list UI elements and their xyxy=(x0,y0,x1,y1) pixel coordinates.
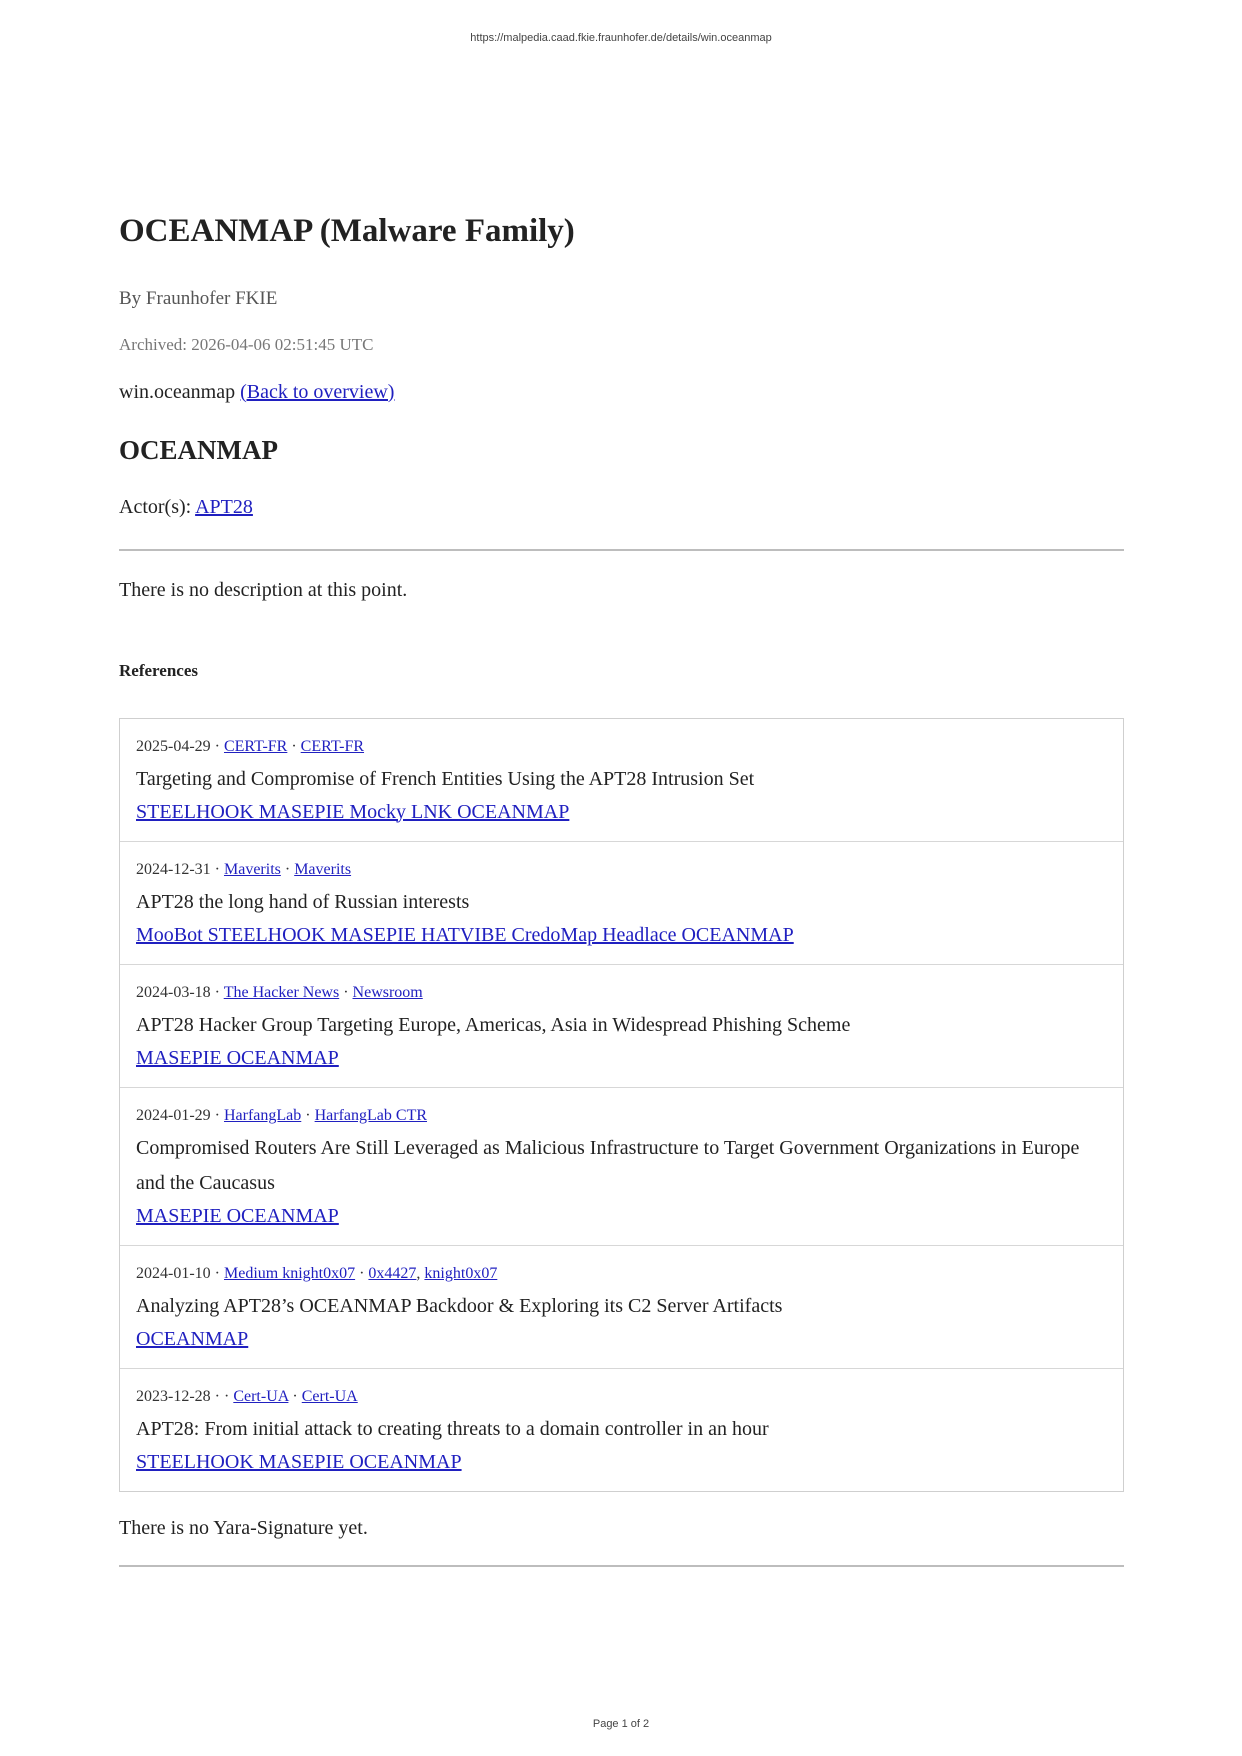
reference-meta xyxy=(136,1105,1107,1127)
reference-item xyxy=(120,1087,1123,1245)
reference-author-link[interactable]: knight0x07 xyxy=(424,1264,498,1282)
reference-source-link[interactable]: The Hacker News xyxy=(223,983,340,1001)
reference-date: 2024-01-10 · xyxy=(136,1264,220,1282)
byline: By Fraunhofer FKIE xyxy=(119,287,278,309)
reference-source-link[interactable]: Medium knight0x07 xyxy=(223,1264,356,1282)
separator: · xyxy=(359,1264,365,1282)
reference-author-link[interactable]: HarfangLab CTR xyxy=(314,1106,428,1124)
reference-date: 2024-12-31 · xyxy=(136,860,220,878)
family-id: win.oceanmap xyxy=(119,380,236,403)
author-separator: , xyxy=(416,1264,421,1282)
reference-meta xyxy=(136,982,1107,1004)
reference-title: APT28 Hacker Group Targeting Europe, Americas, Asia in Widespread Phishing Scheme xyxy=(136,1013,851,1036)
reference-title: APT28 the long hand of Russian interests xyxy=(136,890,470,913)
actors-line xyxy=(119,496,1124,519)
page-url-header: https://malpedia.caad.fkie.fraunhofer.de/details/win.oceanmap xyxy=(470,32,772,44)
actor-link[interactable]: APT28 xyxy=(195,495,253,518)
reference-meta xyxy=(136,736,1107,758)
page-title: OCEANMAP (Malware Family) xyxy=(119,213,575,249)
separator: · xyxy=(343,983,349,1001)
reference-item xyxy=(120,964,1123,1087)
family-id-line xyxy=(119,381,1124,404)
reference-date: 2023-12-28 · · xyxy=(136,1387,230,1405)
page-number: Page 1 of 2 xyxy=(592,1718,650,1730)
reference-item xyxy=(120,841,1123,964)
reference-families-link[interactable]: MASEPIE OCEANMAP xyxy=(136,1046,339,1069)
reference-source-link[interactable]: Maverits xyxy=(223,860,281,878)
reference-item xyxy=(120,719,1123,841)
reference-title: APT28: From initial attack to creating threats to a domain controller in an hour xyxy=(136,1417,769,1440)
divider xyxy=(119,1565,1124,1567)
description-text: There is no description at this point. xyxy=(119,578,408,601)
separator: · xyxy=(284,860,291,878)
reference-author-link[interactable]: 0x4427 xyxy=(368,1264,417,1282)
reference-date: 2024-01-29 · xyxy=(136,1106,220,1124)
reference-title: Analyzing APT28’s OCEANMAP Backdoor & Exploring its C2 Server Artifacts xyxy=(136,1294,783,1317)
reference-title: Compromised Routers Are Still Leveraged as Malicious Infrastructure to Target Government Organizations in Europe and the Caucasus xyxy=(136,1136,1080,1194)
reference-meta xyxy=(136,1263,1107,1285)
references-table xyxy=(119,718,1124,1492)
reference-families-link[interactable]: MooBot STEELHOOK MASEPIE HATVIBE CredoMap Headlace OCEANMAP xyxy=(136,923,794,946)
reference-author-link[interactable]: Maverits xyxy=(294,860,352,878)
reference-author-link[interactable]: CERT-FR xyxy=(300,737,365,755)
document-body xyxy=(119,212,1124,1567)
reference-title: Targeting and Compromise of French Entities Using the APT28 Intrusion Set xyxy=(136,767,755,790)
reference-source-link[interactable]: HarfangLab xyxy=(223,1106,302,1124)
reference-families-link[interactable]: MASEPIE OCEANMAP xyxy=(136,1204,339,1227)
reference-author-link[interactable]: Cert-UA xyxy=(301,1387,358,1405)
actors-label: Actor(s): xyxy=(119,495,192,518)
reference-item xyxy=(120,1368,1123,1491)
back-to-overview-link[interactable]: (Back to overview) xyxy=(240,380,395,403)
reference-families-link[interactable]: OCEANMAP xyxy=(136,1327,249,1350)
reference-author-link[interactable]: Newsroom xyxy=(352,983,423,1001)
reference-date: 2025-04-29 · xyxy=(136,737,220,755)
reference-families-link[interactable]: STEELHOOK MASEPIE Mocky LNK OCEANMAP xyxy=(136,800,570,823)
reference-meta xyxy=(136,859,1107,881)
section-title: OCEANMAP xyxy=(119,434,278,465)
reference-source-link[interactable]: CERT-FR xyxy=(223,737,288,755)
reference-item xyxy=(120,1245,1123,1368)
separator: · xyxy=(292,1387,298,1405)
divider xyxy=(119,549,1124,551)
reference-date: 2024-03-18 · xyxy=(136,983,220,1001)
reference-families-link[interactable]: STEELHOOK MASEPIE OCEANMAP xyxy=(136,1450,462,1473)
references-heading: References xyxy=(119,660,198,680)
separator: · xyxy=(305,1106,311,1124)
reference-meta xyxy=(136,1386,1107,1408)
separator: · xyxy=(291,737,297,755)
reference-source-link[interactable]: Cert-UA xyxy=(233,1387,289,1405)
archived-timestamp: Archived: 2026-04-06 02:51:45 UTC xyxy=(119,334,374,354)
yara-status-text: There is no Yara-Signature yet. xyxy=(119,1516,368,1539)
